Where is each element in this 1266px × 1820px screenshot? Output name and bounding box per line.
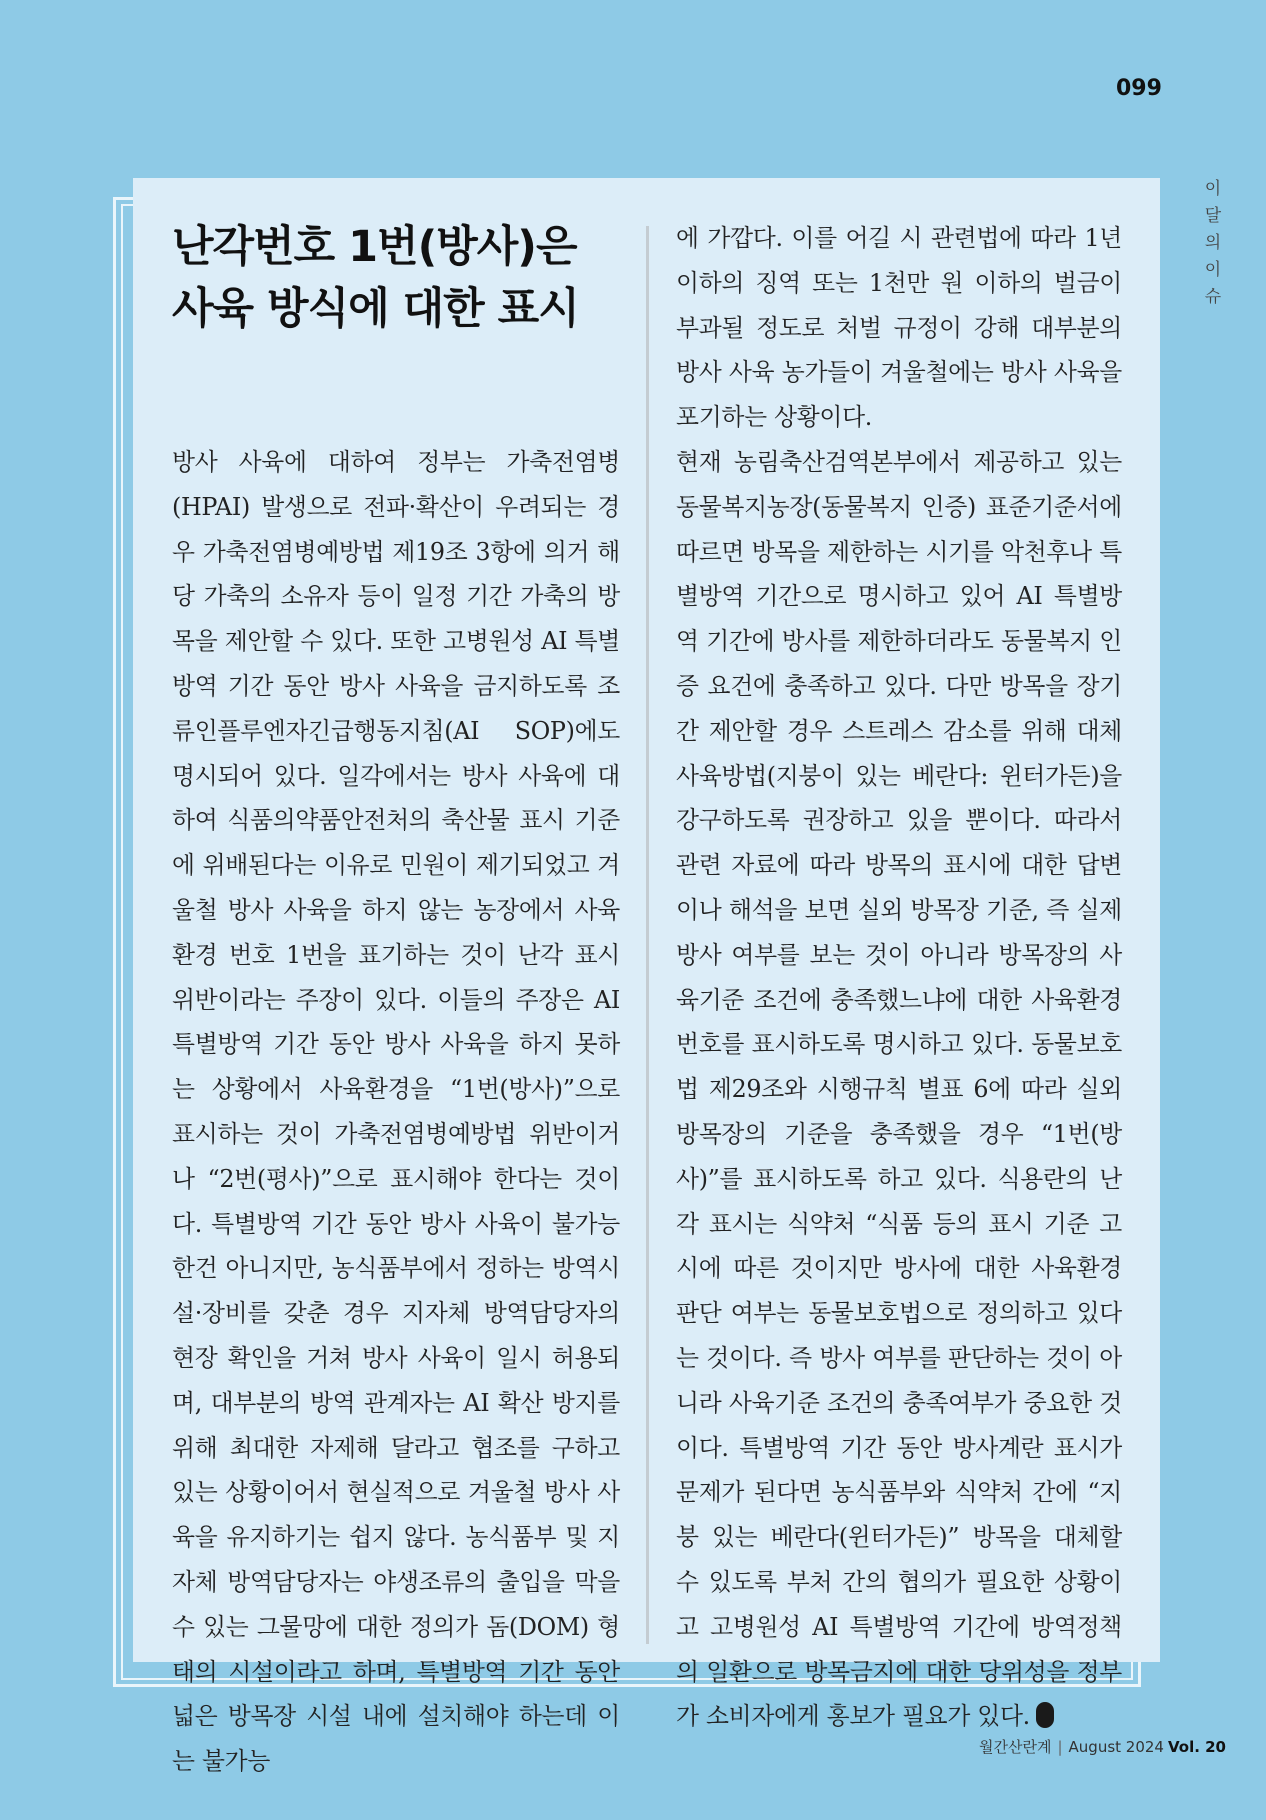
footer-volume: Vol. 20: [1167, 1738, 1226, 1756]
footer-separator: |: [1057, 1738, 1063, 1756]
article-title: [172, 216, 632, 340]
title-line: 난각번호 1번(방사)은: [172, 222, 577, 272]
section-label-char: 달: [1204, 206, 1222, 226]
body-paragraph: [676, 440, 1122, 1739]
title-line: 사육 방식에 대한 표시: [172, 284, 579, 334]
section-label-char: 이: [1204, 179, 1222, 199]
end-mark-icon: [1036, 1702, 1054, 1728]
footer-issue: August 2024: [1068, 1738, 1164, 1756]
page-number: 099: [1116, 76, 1162, 101]
body-column-left: [172, 440, 620, 1784]
body-paragraph: 에 가깝다. 이를 어길 시 관련법에 따라 1년 이하의 징역 또는 1천만 원 이하의 벌금이 부과될 정도로 처벌 규정이 강해 대부분의 방사 사육 농가들이 겨울철에는 방사 사육을 포기하는 상황이다.: [676, 224, 1122, 432]
page-footer: [900, 1736, 1226, 1757]
section-label-char: 슈: [1204, 287, 1222, 307]
body-column-right: [676, 216, 1122, 1739]
section-label-char: 의: [1204, 233, 1222, 253]
footer-magazine: 월간산란계: [979, 1738, 1052, 1756]
column-divider: [646, 226, 649, 1644]
body-paragraph: 방사 사육에 대하여 정부는 가축전염병(HPAI) 발생으로 전파·확산이 우려되는 경우 가축전염병예방법 제19조 3항에 의거 해당 가축의 소유자 등이 일정 기간 가축의 방목을 제안할 수 있다. 또한 고병원성 AI 특별방역 기간 동안 방사 사육을 금지하도록 조류인플루엔자긴급행동지침(AI SOP)에도 명시되어 있다. 일각에서는 방사 사육에 대하여 식품의약품안전처의 축산물 표시 기준에 위배된다는 이유로 민원이 제기되었고 겨울철 방사 사육을 하지 않는 농장에서 사육환경 번호 1번을 표기하는 것이 난각 표시 위반이라는 주장이 있다. 이들의 주장은 AI 특별방역 기간 동안 방사 사육을 하지 못하는 상황에서 사육환경을 “1번(방사)”으로 표시하는 것이 가축전염병예방법 위반이거나 “2번(평사)”으로 표시해야 한다는 것이다. 특별방역 기간 동안 방사 사육이 불가능한건 아니지만, 농식품부에서 정하는 방역시설·장비를 갖춘 경우 지자체 방역담당자의 현장 확인을 거쳐 방사 사육이 일시 허용되며, 대부분의 방역 관계자는 AI 확산 방지를 위해 최대한 자제해 달라고 협조를 구하고 있는 상황이어서 현실적으로 겨울철 방사 사육을 유지하기는 쉽지 않다. 농식품부 및 지자체 방역담당자는 야생조류의 출입을 막을 수 있는 그물망에 대한 정의가 돔(DOM) 형태의 시설이라고 하며, 특별방역 기간 동안 넓은 방목장 시설 내에 설치해야 하는데 이는 불가능: [172, 448, 620, 1776]
section-label: [1200, 176, 1226, 311]
body-paragraph-text: 현재 농림축산검역본부에서 제공하고 있는 동물복지농장(동물복지 인증) 표준기준서에 따르면 방목을 제한하는 시기를 악천후나 특별방역 기간으로 명시하고 있어 AI 특별방역 기간에 방사를 제한하더라도 동물복지 인증 요건에 충족하고 있다. 다만 방목을 장기간 제안할 경우 스트레스 감소를 위해 대체 사육방법(지붕이 있는 베란다: 윈터가든)을 강구하도록 권장하고 있을 뿐이다. 따라서 관련 자료에 따라 방목의 표시에 대한 답변이나 해석을 보면 실외 방목장 기준, 즉 실제 방사 여부를 보는 것이 아니라 방목장의 사육기준 조건에 충족했느냐에 대한 사육환경 번호를 표시하도록 명시하고 있다. 동물보호법 제29조와 시행규칙 별표 6에 따라 실외 방목장의 기준을 충족했을 경우 “1번(방사)”를 표시하도록 하고 있다. 식용란의 난각 표시는 식약처 “식품 등의 표시 기준 고시에 따른 것이지만 방사에 대한 사육환경 판단 여부는 동물보호법으로 정의하고 있다는 것이다. 즉 방사 여부를 판단하는 것이 아니라 사육기준 조건의 충족여부가 중요한 것이다. 특별방역 기간 동안 방사계란 표시가 문제가 된다면 농식품부와 식약처 간에 “지붕 있는 베란다(윈터가든)” 방목을 대체할 수 있도록 부처 간의 협의가 필요한 상황이고 고병원성 AI 특별방역 기간에 방역정책의 일환으로 방목금지에 대한 당위성을 정부가 소비자에게 홍보가 필요가 있다.: [676, 447, 1123, 1731]
section-label-char: 이: [1204, 260, 1222, 280]
